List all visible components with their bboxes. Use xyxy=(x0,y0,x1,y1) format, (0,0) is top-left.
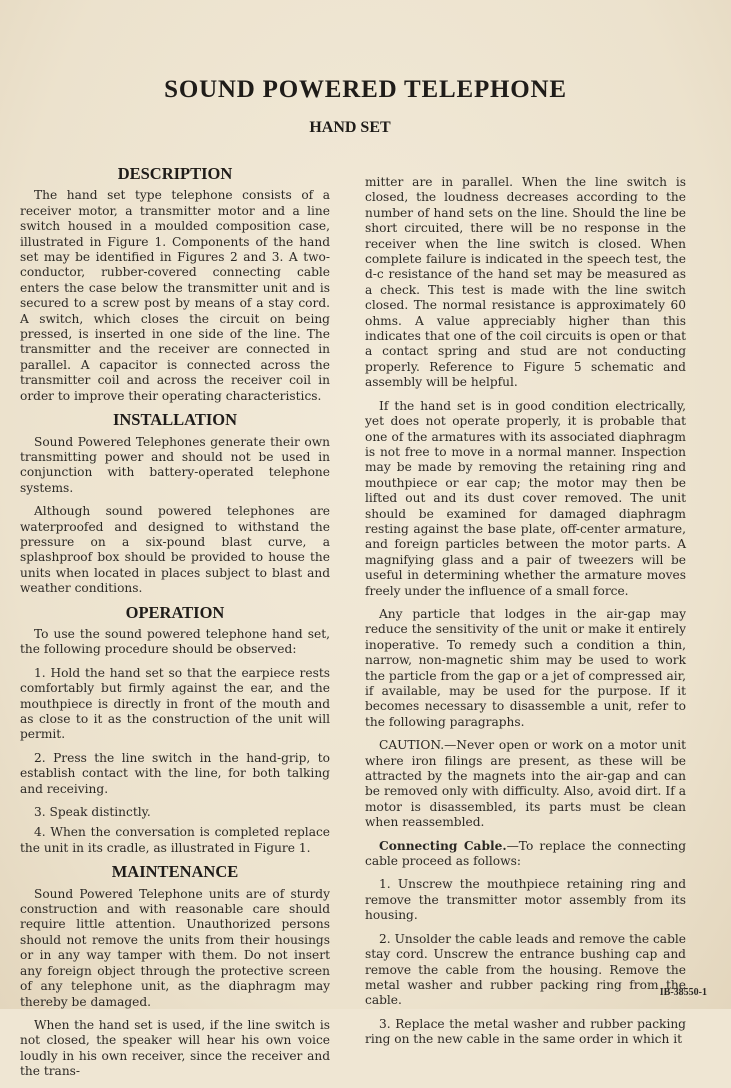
right-column xyxy=(365,175,686,1056)
list-item: 2. Press the line switch in the hand-grip, to establish contact with the line, for both talking and receiving. xyxy=(20,750,330,796)
paragraph: To use the sound powered telephone hand set, the following procedure should be observed: xyxy=(20,626,330,657)
section-heading-maintenance: MAINTENANCE xyxy=(111,862,239,882)
left-column xyxy=(20,160,330,1088)
page-title: SOUND POWERED TELEPHONE xyxy=(164,76,567,103)
caution-paragraph: CAUTION.—Never open or work on a motor unit where iron filings are present, as these will be attracted by the magnets into the air-gap and can be removed only with difficulty. Also, avoid dirt. If a motor is disassembled, its parts must be clean when reassembled. xyxy=(365,738,686,830)
paragraph: If the hand set is in good condition electrically, yet does not operate properly, it is probable that one of the armatures with its associated diaphragm is not free to move in a normal manner. Inspection may be made by removing the retaining ring and mouthpiece or ear cap; the motor may then be lifted out and its dust cover removed. The unit should be examined for damaged diaphragm resting against the base plate, off-center armature, and foreign particles between the motor parts. A magnifying glass and a pair of tweezers will be useful in determining whether the armature moves freely under the influence of a small force. xyxy=(365,398,686,598)
paragraph: Sound Powered Telephones generate their own transmitting power and should not be used in conjunction with battery-operated telephone systems. xyxy=(20,434,330,495)
paragraph: When the hand set is used, if the line switch is not closed, the speaker will hear his own voice loudly in his own receiver, since the receiver and the trans- xyxy=(20,1017,330,1079)
run-in-text: —To replace the connecting cable proceed as follows: xyxy=(365,838,687,869)
list-item: 4. When the conversation is completed replace the unit in its cradle, as illustrated in Figure 1. xyxy=(20,825,330,855)
paragraph: The hand set type telephone consists of a receiver motor, a transmitter motor and a line switch housed in a moulded composition case, illustrated in Figure 1. Components of the hand set may be identified in Figures 2 and 3. A two-conductor, rubber-covered connecting cable enters the case below the transmitter unit and is secured to a screw post by means of a stay cord. A switch, which closes the circuit on being pressed, is inserted in one side of the line. The transmitter and the receiver are connected in parallel. A capacitor is connected across the transmitter coil and across the receiver coil in order to improve their operating characteristics. xyxy=(20,188,330,403)
list-item: 1. Hold the hand set so that the earpiece rests comfortably but firmly against the ear, and the mouthpiece is directly in front of the mouth and as close to it as the construction of the unit will permit. xyxy=(20,665,330,742)
list-item: 1. Unscrew the mouthpiece retaining ring and remove the transmitter motor assembly from its housing. xyxy=(365,877,686,923)
paragraph xyxy=(365,839,686,870)
list-item: 3. Replace the metal washer and rubber packing ring on the new cable in the same order in which it xyxy=(365,1016,686,1047)
list-item: 3. Speak distinctly. xyxy=(34,805,151,820)
paragraph: Any particle that lodges in the air-gap may reduce the sensitivity of the unit or make it entirely inoperative. To remedy such a condition a thin, narrow, non-magnetic shim may be used to work the particle from the gap or a jet of compressed air, if available, may be used for the purpose. If it becomes necessary to disassemble a unit, refer to the following paragraphs. xyxy=(365,606,686,729)
paragraph: Sound Powered Telephone units are of sturdy construction and with reasonable care should require little attention. Unauthorized persons should not remove the units from their housings or in any way tamper with them. Do not insert any foreign object through the protective screen of any telephone unit, as the diaphragm may thereby be damaged. xyxy=(20,886,330,1009)
run-in-heading: Connecting Cable. xyxy=(379,838,507,853)
paragraph: mitter are in parallel. When the line switch is closed, the loudness decreases according to the number of hand sets on the line. Should the line be short circuited, there will be no response in the receiver when the line switch is closed. When complete failure is indicated in the speech test, the d-c resistance of the hand set may be measured as a check. This test is made with the line switch closed. The normal resistance is approximately 60 ohms. A value appreciably higher than this indicates that one of the coil circuits is open or that a contact spring and stud are not conducting properly. Reference to Figure 5 schematic and assembly will be helpful. xyxy=(365,175,686,390)
section-heading-description: DESCRIPTION xyxy=(117,164,233,183)
list-item: 2. Unsolder the cable leads and remove the cable stay cord. Unscrew the entrance bushing cap and remove the cable from the housing. Remove the metal washer and rubber packing ring from the cable. xyxy=(365,931,686,1008)
section-heading-installation: INSTALLATION xyxy=(112,410,238,430)
document-number: IB-38550-1 xyxy=(659,987,707,998)
paragraph: Although sound powered telephones are waterproofed and designed to withstand the pressure on a six-pound blast curve, a splashproof box should be provided to house the units when located in places subject to blast and weather conditions. xyxy=(20,504,330,596)
section-heading-operation: OPERATION xyxy=(125,602,225,622)
page-subtitle: HAND SET xyxy=(309,119,391,136)
